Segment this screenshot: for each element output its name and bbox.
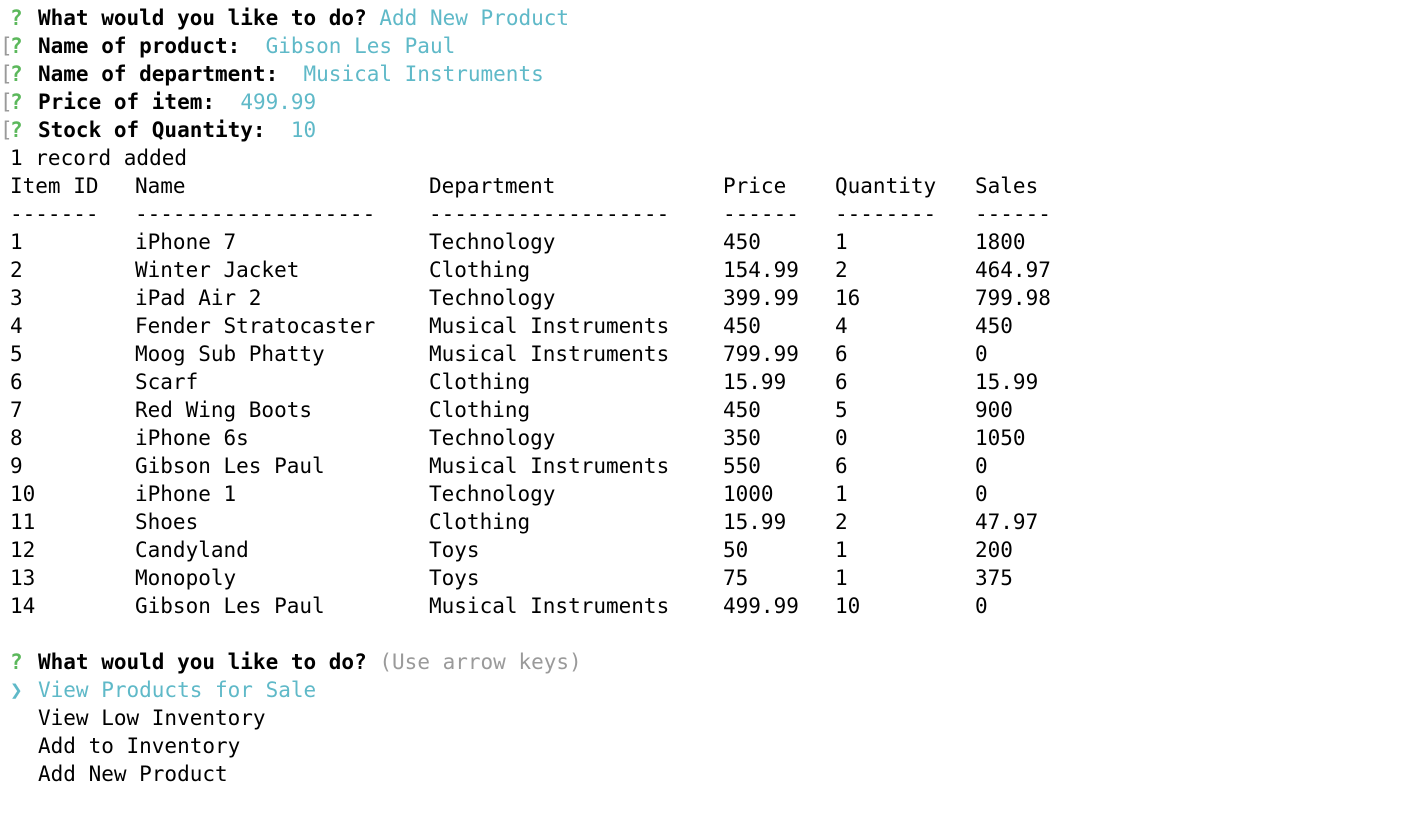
header-item-id: Item ID xyxy=(10,174,99,198)
cell-quantity: 6 xyxy=(835,342,848,366)
menu-choice-label: View Products for Sale xyxy=(38,678,317,702)
menu-choices xyxy=(0,676,1115,788)
gutter-mark: [ xyxy=(0,34,13,58)
menu-choice[interactable] xyxy=(0,732,1115,760)
menu-question: What would you like to do? xyxy=(38,650,367,674)
cell-department: Technology xyxy=(429,482,556,506)
cell-item-id: 7 xyxy=(10,398,23,422)
cell-quantity: 2 xyxy=(835,510,848,534)
cell-sales: 0 xyxy=(975,454,988,478)
cell-price: 550 xyxy=(723,454,761,478)
cell-quantity: 10 xyxy=(835,594,861,618)
cell-sales: 0 xyxy=(975,594,988,618)
prompt-answer: 10 xyxy=(290,118,317,142)
prompt-department xyxy=(0,60,1115,88)
table-row xyxy=(0,312,1115,340)
terminal-output xyxy=(0,4,1115,788)
prompt-quantity xyxy=(0,116,1115,144)
cell-price: 50 xyxy=(723,538,749,562)
cell-name: Shoes xyxy=(135,510,199,534)
cell-name: Scarf xyxy=(135,370,199,394)
cell-name: Winter Jacket xyxy=(135,258,300,282)
cell-sales: 47.97 xyxy=(975,510,1039,534)
question-mark-icon: ? xyxy=(10,6,23,30)
cell-price: 799.99 xyxy=(723,342,799,366)
gutter-mark: [ xyxy=(0,118,13,142)
prompt-action xyxy=(0,4,1115,32)
cell-item-id: 6 xyxy=(10,370,23,394)
cell-name: Gibson Les Paul xyxy=(135,594,325,618)
header-sales: Sales xyxy=(975,174,1039,198)
table-row xyxy=(0,536,1115,564)
cell-item-id: 13 xyxy=(10,566,36,590)
cell-price: 450 xyxy=(723,230,761,254)
cell-department: Clothing xyxy=(429,398,531,422)
table-row xyxy=(0,592,1115,620)
cell-name: iPad Air 2 xyxy=(135,286,262,310)
pointer-icon: ❯ xyxy=(10,678,23,702)
cell-department: Technology xyxy=(429,286,556,310)
cell-item-id: 1 xyxy=(10,230,23,254)
cell-price: 350 xyxy=(723,426,761,450)
cell-price: 75 xyxy=(723,566,749,590)
cell-department: Technology xyxy=(429,230,556,254)
cell-price: 154.99 xyxy=(723,258,799,282)
separator: -------- xyxy=(835,202,937,226)
cell-department: Clothing xyxy=(429,370,531,394)
cell-price: 15.99 xyxy=(723,370,787,394)
products-table xyxy=(0,172,1115,620)
prompt-question: Name of department: xyxy=(38,62,279,86)
menu-choice-label: Add New Product xyxy=(38,762,228,786)
cell-sales: 0 xyxy=(975,482,988,506)
separator: ------- xyxy=(10,202,99,226)
prompt-price xyxy=(0,88,1115,116)
cell-quantity: 16 xyxy=(835,286,861,310)
table-row xyxy=(0,452,1115,480)
menu-prompt xyxy=(0,648,1115,676)
cell-quantity: 4 xyxy=(835,314,848,338)
prompt-question: Price of item: xyxy=(38,90,216,114)
cell-department: Clothing xyxy=(429,510,531,534)
cell-quantity: 1 xyxy=(835,566,848,590)
cell-name: Moog Sub Phatty xyxy=(135,342,325,366)
cell-quantity: 0 xyxy=(835,426,848,450)
cell-name: Monopoly xyxy=(135,566,237,590)
cell-department: Toys xyxy=(429,566,480,590)
cell-price: 450 xyxy=(723,398,761,422)
header-name: Name xyxy=(135,174,186,198)
cell-quantity: 1 xyxy=(835,538,848,562)
header-quantity: Quantity xyxy=(835,174,937,198)
cell-item-id: 10 xyxy=(10,482,36,506)
separator: ------ xyxy=(975,202,1051,226)
gutter-mark: [ xyxy=(0,62,13,86)
header-department: Department xyxy=(429,174,556,198)
table-row xyxy=(0,368,1115,396)
cell-name: iPhone 6s xyxy=(135,426,249,450)
cell-item-id: 3 xyxy=(10,286,23,310)
cell-quantity: 2 xyxy=(835,258,848,282)
prompt-answer: Musical Instruments xyxy=(303,62,544,86)
status-message: 1 record added xyxy=(10,146,188,170)
cell-item-id: 14 xyxy=(10,594,36,618)
question-mark-icon: ? xyxy=(10,34,23,58)
cell-item-id: 11 xyxy=(10,510,36,534)
cell-sales: 15.99 xyxy=(975,370,1039,394)
cell-sales: 200 xyxy=(975,538,1013,562)
table-row xyxy=(0,228,1115,256)
cell-name: Fender Stratocaster xyxy=(135,314,376,338)
cell-department: Musical Instruments xyxy=(429,314,670,338)
table-separator-row xyxy=(0,200,1115,228)
cell-department: Toys xyxy=(429,538,480,562)
cell-price: 15.99 xyxy=(723,510,787,534)
question-mark-icon: ? xyxy=(10,62,23,86)
cell-name: iPhone 7 xyxy=(135,230,237,254)
cell-item-id: 12 xyxy=(10,538,36,562)
table-row xyxy=(0,340,1115,368)
blank-line xyxy=(0,620,1115,648)
cell-department: Musical Instruments xyxy=(429,594,670,618)
cell-quantity: 5 xyxy=(835,398,848,422)
menu-choice-label: View Low Inventory xyxy=(38,706,266,730)
menu-choice[interactable] xyxy=(0,676,1115,704)
table-row xyxy=(0,424,1115,452)
cell-name: Candyland xyxy=(135,538,249,562)
cell-sales: 450 xyxy=(975,314,1013,338)
question-mark-icon: ? xyxy=(10,650,23,674)
prompt-question: Stock of Quantity: xyxy=(38,118,266,142)
cell-quantity: 1 xyxy=(835,482,848,506)
cell-department: Clothing xyxy=(429,258,531,282)
cell-name: iPhone 1 xyxy=(135,482,237,506)
menu-choice[interactable] xyxy=(0,704,1115,732)
cell-department: Musical Instruments xyxy=(429,342,670,366)
cell-item-id: 8 xyxy=(10,426,23,450)
separator: ------ xyxy=(723,202,799,226)
cell-department: Musical Instruments xyxy=(429,454,670,478)
cell-price: 499.99 xyxy=(723,594,799,618)
cell-quantity: 6 xyxy=(835,370,848,394)
cell-name: Gibson Les Paul xyxy=(135,454,325,478)
prompt-answer: Add New Product xyxy=(379,6,570,30)
cell-sales: 375 xyxy=(975,566,1013,590)
table-body xyxy=(0,228,1115,620)
cell-quantity: 6 xyxy=(835,454,848,478)
table-row xyxy=(0,508,1115,536)
menu-choice-label: Add to Inventory xyxy=(38,734,241,758)
cell-item-id: 4 xyxy=(10,314,23,338)
cell-quantity: 1 xyxy=(835,230,848,254)
header-price: Price xyxy=(723,174,787,198)
cell-price: 450 xyxy=(723,314,761,338)
table-row xyxy=(0,284,1115,312)
prompt-question: What would you like to do? xyxy=(38,6,367,30)
table-row xyxy=(0,256,1115,284)
cell-sales: 1800 xyxy=(975,230,1026,254)
question-mark-icon: ? xyxy=(10,118,23,142)
question-mark-icon: ? xyxy=(10,90,23,114)
cell-sales: 900 xyxy=(975,398,1013,422)
prompt-product-name xyxy=(0,32,1115,60)
cell-sales: 1050 xyxy=(975,426,1026,450)
cell-department: Technology xyxy=(429,426,556,450)
cell-name: Red Wing Boots xyxy=(135,398,313,422)
prompt-answer: Gibson Les Paul xyxy=(265,34,456,58)
menu-choice[interactable] xyxy=(0,760,1115,788)
gutter-mark: [ xyxy=(0,90,13,114)
cell-sales: 464.97 xyxy=(975,258,1051,282)
separator: ------------------- xyxy=(429,202,670,226)
prompt-question: Name of product: xyxy=(38,34,241,58)
cell-price: 1000 xyxy=(723,482,774,506)
table-row xyxy=(0,564,1115,592)
cell-item-id: 9 xyxy=(10,454,23,478)
separator: ------------------- xyxy=(135,202,376,226)
cell-item-id: 5 xyxy=(10,342,23,366)
table-row xyxy=(0,480,1115,508)
cell-item-id: 2 xyxy=(10,258,23,282)
table-row xyxy=(0,396,1115,424)
cell-sales: 799.98 xyxy=(975,286,1051,310)
table-header-row xyxy=(0,172,1115,200)
prompt-answer: 499.99 xyxy=(240,90,317,114)
cell-sales: 0 xyxy=(975,342,988,366)
cell-price: 399.99 xyxy=(723,286,799,310)
menu-hint: (Use arrow keys) xyxy=(379,650,582,674)
